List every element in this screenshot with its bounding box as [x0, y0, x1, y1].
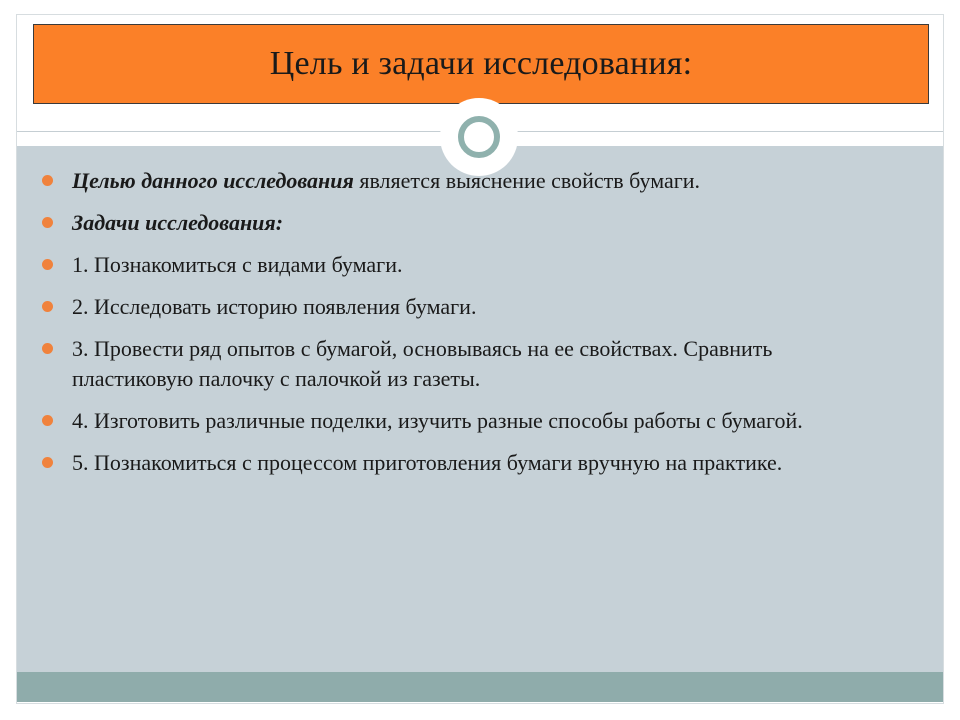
bullet-text: 4. Изготовить различные поделки, изучить разные способы работы с бумагой.	[72, 408, 803, 433]
bullet-item-tasks-heading	[40, 208, 890, 238]
bullet-item-task-4	[40, 406, 890, 436]
bullet-text: 5. Познакомиться с процессом приготовления бумаги вручную на практике.	[72, 450, 783, 475]
bullet-text: 1. Познакомиться с видами бумаги.	[72, 252, 403, 277]
bottom-strip	[17, 672, 943, 702]
circle-ornament-icon	[440, 98, 518, 176]
bullet-item-goal	[40, 166, 890, 196]
bullet-dot-icon	[42, 217, 53, 228]
bullet-dot-icon	[42, 457, 53, 468]
bullet-dot-icon	[42, 175, 53, 186]
bullet-dot-icon	[42, 301, 53, 312]
bullet-list	[40, 166, 890, 490]
bullet-dot-icon	[42, 415, 53, 426]
bullet-dot-icon	[42, 259, 53, 270]
bullet-item-task-2	[40, 292, 890, 322]
bullet-item-task-5	[40, 448, 890, 478]
bullet-item-task-1	[40, 250, 890, 280]
slide-title: Цель и задачи исследования:	[269, 45, 693, 82]
bullet-item-task-3	[40, 334, 890, 394]
bullet-lead: Целью данного исследования	[72, 168, 354, 193]
circle-ornament-ring	[458, 116, 500, 158]
bullet-text: 3. Провести ряд опытов с бумагой, основываясь на ее свойствах. Сравнить пластиковую палочку с палочкой из газеты.	[72, 336, 773, 391]
bullet-text: 2. Исследовать историю появления бумаги.	[72, 294, 477, 319]
bullet-dot-icon	[42, 343, 53, 354]
bullet-text: является выяснение свойств бумаги.	[353, 168, 701, 193]
title-bar	[33, 24, 929, 104]
bullet-lead: Задачи исследования:	[72, 210, 284, 235]
